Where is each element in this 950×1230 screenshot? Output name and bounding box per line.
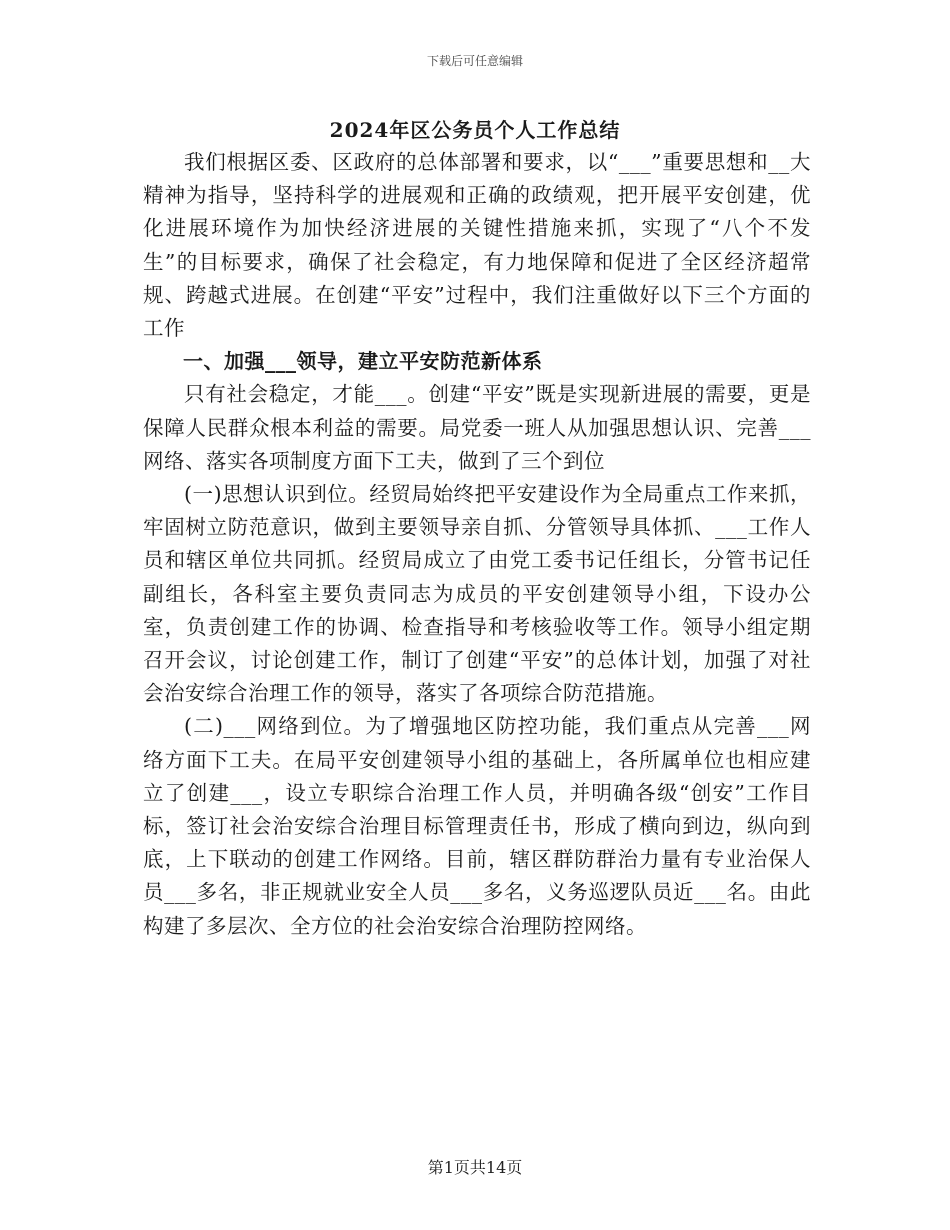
page-header-note: 下载后可任意编辑 [426,54,523,68]
paragraph-intro: 我们根据区委、区政府的总体部署和要求，以“___”重要思想和__大精神为指导，坚持科学的进展观和正确的政绩观，把开展平安创建，优化进展环境作为加快经济进展的关键性措施来抓，实现了“八个不发生”的目标要求，确保了社会稳定，有力地保障和促进了全区经济超常规、跨越式进展。在创建“平安”过程中，我们注重做好以下三个方面的工作 [143,150,811,341]
section-heading-1: 一、加强___领导，建立平安防范新体系 [183,349,543,374]
page-number: 第1页共14页 [427,1158,523,1177]
paragraph-subsection-1: (一)思想认识到位。经贸局始终把平安建设作为全局重点工作来抓，牢固树立防范意识，做到主要领导亲自抓、分管领导具体抓、___工作人员和辖区单位共同抓。经贸局成立了由党工委书记任组长，分管书记任副组长，各科室主要负责同志为成员的平安创建领导小组，下设办公室，负责创建工作的协调、检查指导和考核验收等工作。领导小组定期召开会议，讨论创建工作，制订了创建“平安”的总体计划，加强了对社会治安综合治理工作的领导，落实了各项综合防范措施。 [143,482,811,706]
document-body [143,146,811,943]
paragraph-subsection-2: (二)___网络到位。为了增强地区防控功能，我们重点从完善___网络方面下工夫。在局平安创建领导小组的基础上，各所属单位也相应建立了创建___，设立专职综合治理工作人员，并明确各级“创安”工作目标，签订社会治安综合治理目标管理责任书，形成了横向到边，纵向到底，上下联动的创建工作网络。目前，辖区群防群治力量有专业治保人员___多名，非正规就业安全人员___多名，义务巡逻队员近___名。由此构建了多层次、全方位的社会治安综合治理防控网络。 [143,714,811,938]
paragraph-section-1: 只有社会稳定，才能___。创建“平安”既是实现新进展的需要，更是保障人民群众根本利益的需要。局党委一班人从加强思想认识、完善___网络、落实各项制度方面下工夫，做到了三个到位 [143,382,811,473]
document-title: 2024年区公务员个人工作总结 [329,118,621,142]
